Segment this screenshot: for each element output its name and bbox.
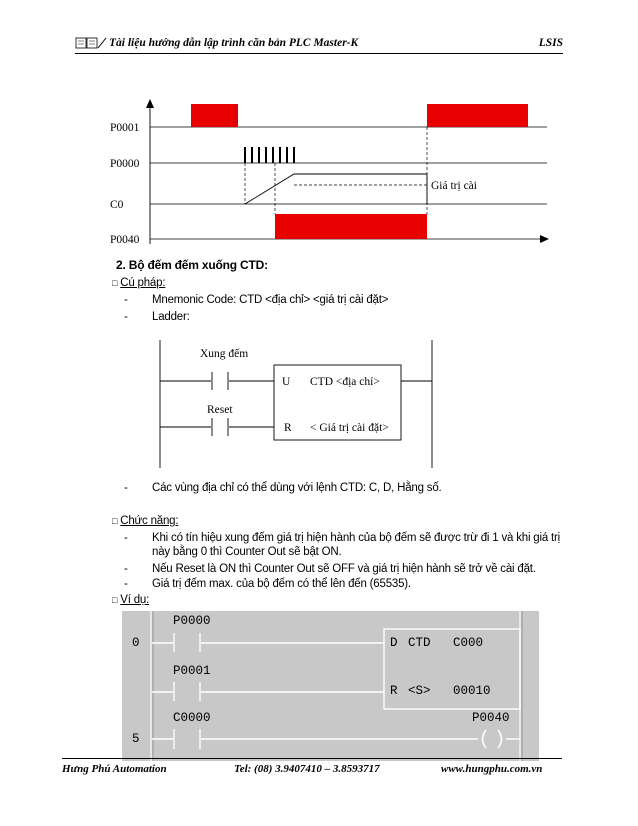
label-setpoint: Giá trị cài	[431, 180, 477, 192]
screen-box-val: 00010	[453, 684, 491, 698]
function-item-2: - Nếu Reset là ON thì Counter Out sẽ OFF và giá trị hiện hành sẽ trở về cài đặt.	[124, 563, 536, 575]
timing-y-arrow	[146, 99, 154, 108]
syntax-item-text: Mnemonic Code: CTD <địa chỉ> <giá trị cài đặt>	[152, 294, 389, 306]
screen-box-s: <S>	[408, 684, 431, 698]
header-rule	[75, 53, 563, 54]
ladder-u-pin: U	[282, 376, 291, 388]
example-title: Ví dụ:	[120, 594, 150, 606]
square-bullet-icon: □	[112, 278, 118, 288]
footer-tel: Tel: (08) 3.9407410 – 3.8593717	[234, 763, 380, 775]
function-item-text: Nếu Reset là ON thì Counter Out sẽ OFF và giá trị hiện hành sẽ trở về cài đặt.	[152, 563, 536, 575]
function-title: Chức năng:	[120, 515, 179, 527]
p0001-pulse-1	[191, 104, 238, 127]
screen-label-p0000: P0000	[173, 614, 211, 628]
ladder-diagram	[150, 335, 450, 475]
screen-label-p0040: P0040	[472, 711, 510, 725]
syntax-title-row	[112, 277, 165, 289]
label-p0000: P0000	[110, 158, 140, 170]
footer-company: Hưng Phú Automation	[62, 763, 167, 775]
syntax-item-2: - Ladder:	[124, 311, 190, 323]
screen-rung-num-5: 5	[132, 732, 140, 746]
label-p0040: P0040	[110, 234, 140, 246]
section-heading: 2. Bộ đếm đếm xuống CTD:	[116, 258, 268, 272]
screen-box-cmd: CTD	[408, 636, 431, 650]
screen-label-p0001: P0001	[173, 664, 211, 678]
function-item-text: Giá trị đếm max. của bộ đếm có thể lên đến (65535).	[152, 578, 411, 590]
syntax-item-1: - Mnemonic Code: CTD <địa chỉ> <giá trị cài đặt>	[124, 294, 389, 306]
ladder-u-text: CTD <địa chỉ>	[310, 376, 380, 388]
label-p0001: P0001	[110, 122, 140, 134]
example-title-row	[112, 594, 149, 606]
screen-label-c0000: C0000	[173, 711, 211, 725]
ladder-r-pin: R	[284, 422, 292, 434]
footer	[62, 758, 562, 780]
syntax-title: Cú pháp:	[120, 277, 166, 289]
footer-web[interactable]: www.hungphu.com.vn	[441, 763, 543, 775]
p0040-output-pulse	[275, 214, 427, 239]
function-item-1: - Khi có tín hiệu xung đếm giá trị hiện hành của bộ đếm sẽ được trừ đi 1 và khi giá trị	[124, 532, 561, 544]
syntax-item-text: Ladder:	[152, 311, 190, 323]
screen-coil-p0040	[483, 730, 502, 748]
function-title-row	[112, 515, 178, 527]
screen-box-op: D	[390, 636, 398, 650]
function-item-text: Khi có tín hiệu xung đếm giá trị hiện hành của bộ đếm sẽ được trừ đi 1 và khi giá trị	[152, 532, 561, 544]
footer-rule	[62, 758, 562, 759]
ladder-count-label: Xung đếm	[200, 348, 249, 360]
label-c0: C0	[110, 199, 124, 211]
regions-item: - Các vùng địa chỉ có thể dùng với lệnh CTD: C, D, Hằng số.	[124, 482, 442, 494]
function-item-3: - Giá trị đếm max. của bộ đếm có thể lên đến (65535).	[124, 578, 411, 590]
ladder-r-text: < Giá trị cài đặt>	[310, 422, 389, 434]
timing-x-arrow	[540, 235, 549, 243]
screen-ctd-box	[384, 629, 520, 709]
p0001-pulse-2	[427, 104, 528, 127]
regions-text: Các vùng địa chỉ có thể dùng với lệnh CTD: C, D, Hằng số.	[152, 482, 442, 494]
function-item-1-cont: này bằng 0 thì Counter Out sẽ bật ON.	[152, 546, 342, 558]
screen-box-addr: C000	[453, 636, 484, 650]
header-title: Tài liệu hướng dẫn lập trình căn bản PLC Master-K	[109, 37, 359, 49]
header	[75, 34, 563, 54]
c0-count-ramp	[245, 174, 427, 204]
screen-box-r: R	[390, 684, 398, 698]
ladder-reset-label: Reset	[207, 404, 233, 416]
timing-diagram	[100, 96, 560, 251]
screen-rung-num-0: 0	[132, 636, 140, 650]
p0000-count-pulses	[245, 147, 294, 163]
book-logo-icon	[75, 36, 107, 50]
square-bullet-icon: □	[112, 595, 118, 605]
square-bullet-icon: □	[112, 516, 118, 526]
header-brand: LSIS	[538, 37, 563, 49]
ladder-screenshot	[122, 611, 539, 761]
